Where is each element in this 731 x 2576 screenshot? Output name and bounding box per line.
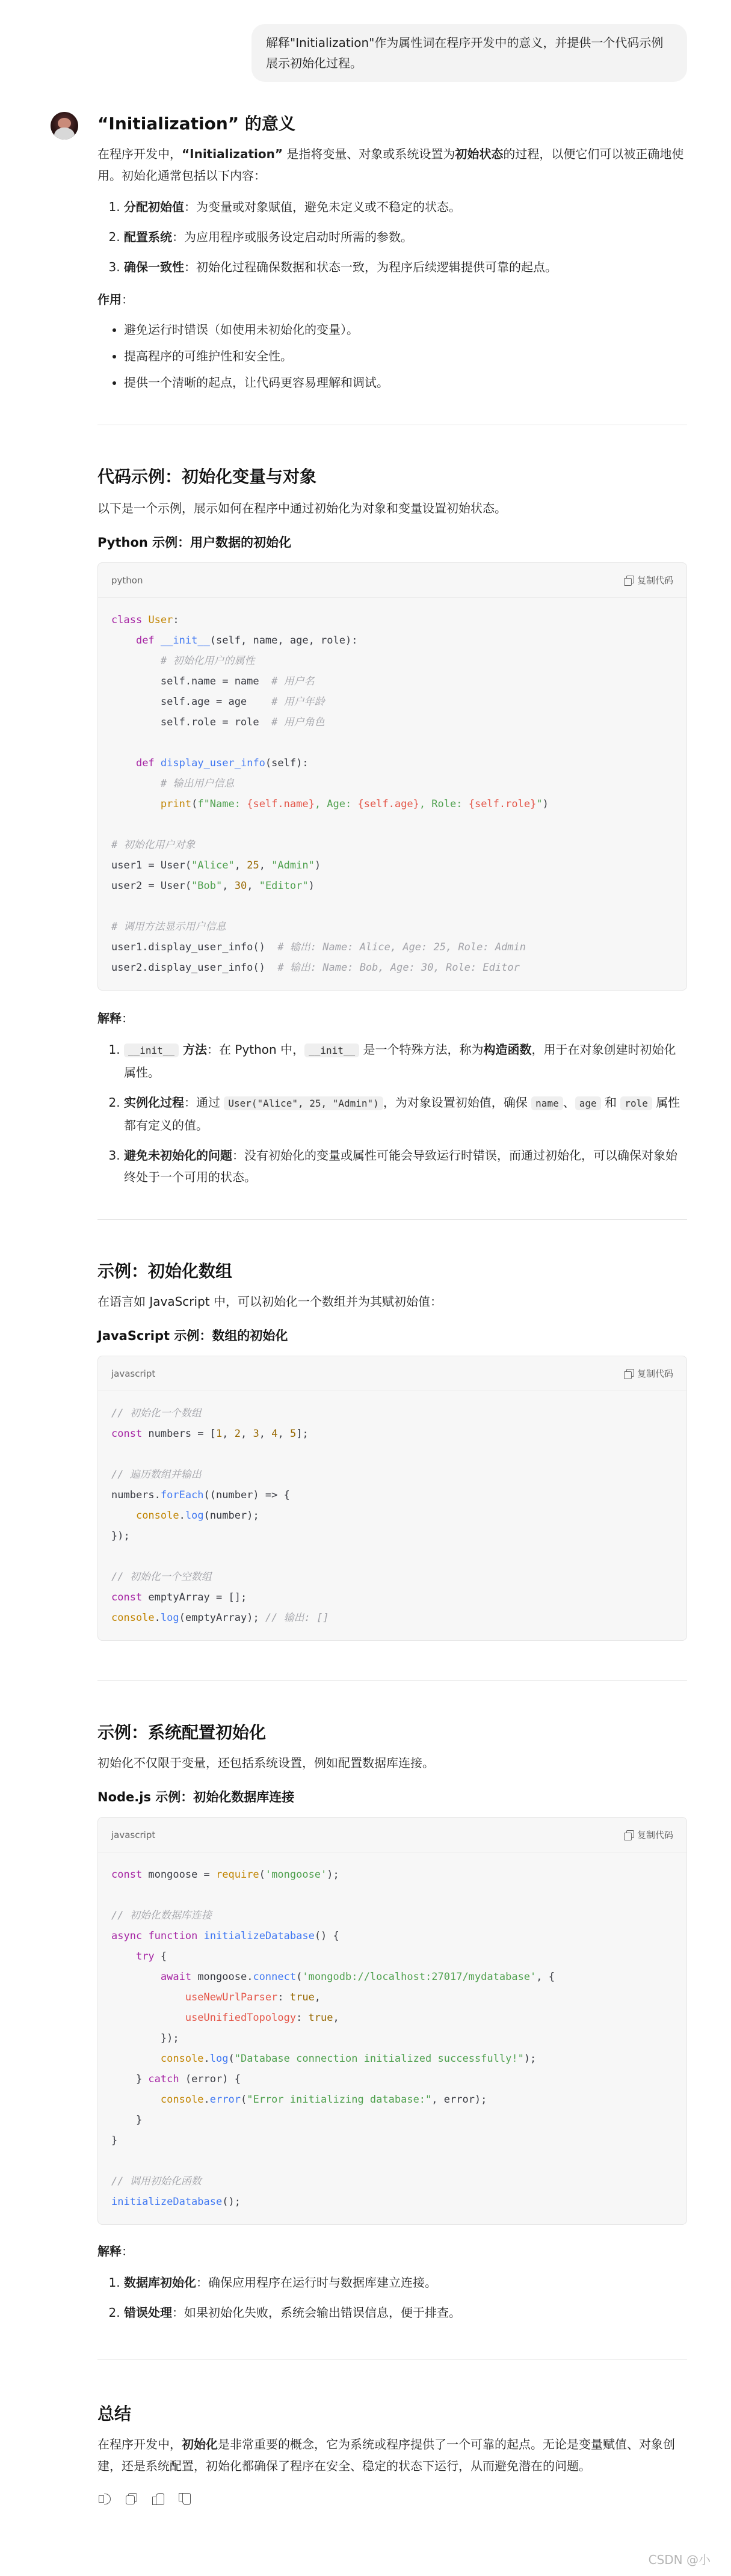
- role-list: [97, 319, 687, 393]
- js-code: // 初始化一个数组 const numbers = [1, 2, 3, 4, 5]; // 遍历数组并输出 numbers.forEach((number) => { console.log(number); }); // 初始化一个空数组 const emptyArray = []; console.log(emptyArray); // 输出: []: [111, 1407, 329, 1624]
- node-explain-list: [97, 2272, 687, 2323]
- divider: [97, 2359, 687, 2360]
- assistant-avatar: [51, 112, 78, 140]
- python-section-desc: 以下是一个示例，展示如何在程序中通过初始化为对象和变量设置初始状态。: [97, 501, 507, 515]
- copy-code-label: 复制代码: [637, 1830, 673, 1840]
- list-item: 3. 避免未初始化的问题：没有初始化的变量或属性可能会导致运行时错误，而通过初始化，可以确保对象始终处于一个可用的状态。: [124, 1145, 687, 1188]
- python-section-title: 代码示例：初始化变量与对象: [97, 467, 317, 487]
- watermark: CSDN @小: [648, 2553, 711, 2567]
- code-language: javascript: [111, 1368, 156, 1379]
- list-item: 2. 错误处理：如果初始化失败，系统会输出错误信息，便于排查。: [124, 2302, 687, 2323]
- assistant-response: [97, 112, 687, 2506]
- speaker-icon[interactable]: [97, 2491, 112, 2506]
- user-message-bubble: 解释"Initialization"作为属性词在程序开发中的意义，并提供一个代码示例展示初始化过程。: [251, 24, 687, 82]
- divider: [97, 1219, 687, 1220]
- list-item: 3. 确保一致性：初始化过程确保数据和状态一致，为程序后续逻辑提供可靠的起点。: [124, 256, 687, 278]
- node-example-label: Node.js 示例：初始化数据库连接: [97, 1790, 295, 1804]
- summary-paragraph: 在程序开发中，初始化是非常重要的概念，它为系统或程序提供了一个可靠的起点。无论是变量赋值、对象创建，还是系统配置，初始化都确保了程序在安全、稳定的状态下运行，从而避免潜在的问题。: [97, 2437, 675, 2473]
- node-section-desc: 初始化不仅限于变量，还包括系统设置，例如配置数据库连接。: [97, 1756, 434, 1770]
- copy-icon: [624, 576, 634, 585]
- thumb-up-icon[interactable]: [150, 2491, 165, 2506]
- node-section-title: 示例：系统配置初始化: [97, 1723, 267, 1742]
- python-code-block: [97, 562, 687, 991]
- js-section-title: 示例：初始化数组: [97, 1261, 233, 1281]
- thumb-down-icon[interactable]: [177, 2491, 191, 2506]
- list-item: • 避免运行时错误（如使用未初始化的变量）。: [124, 319, 687, 340]
- list-item: 2. 配置系统：为应用程序或服务设定启动时所需的参数。: [124, 226, 687, 248]
- python-explain-list: [97, 1039, 687, 1188]
- js-section-desc: 在语言如 JavaScript 中，可以初始化一个数组并为其赋初始值：: [97, 1294, 442, 1309]
- node-code: const mongoose = require('mongoose'); // 初始化数据库连接 async function initializeDatabase() { try { await mongoose.connect('mongodb://localhost:27017/mydatabase', { useNewUrlParser: true, useUnifiedTopology: true, }); console.log("Database connection initialized successfully!"); } catch (error) { console.error("Error initializing database:", error); } } // 调用初始化函数 initializeDatabase();: [111, 1869, 555, 2208]
- copy-code-label: 复制代码: [637, 1368, 673, 1379]
- role-label: 作用：: [97, 292, 134, 307]
- copy-code-button[interactable]: [624, 1367, 673, 1380]
- list-item: 2. 实例化过程：通过 User("Alice", 25, "Admin") ，为对象设置初始值，确保 name 、 age 和 role 属性都有定义的值。: [124, 1092, 687, 1136]
- list-item: • 提高程序的可维护性和安全性。: [124, 345, 687, 367]
- divider: [97, 1680, 687, 1681]
- code-language: python: [111, 574, 143, 586]
- intro-list: [97, 196, 687, 278]
- list-item: 1. 数据库初始化：确保应用程序在运行时与数据库建立连接。: [124, 2272, 687, 2293]
- code-header: [98, 563, 686, 598]
- copy-code-button[interactable]: [624, 574, 673, 586]
- python-explain-label: 解释：: [97, 1011, 134, 1025]
- node-explain-label: 解释：: [97, 2244, 134, 2258]
- copy-code-label: 复制代码: [637, 575, 673, 586]
- copy-icon[interactable]: [124, 2491, 138, 2506]
- node-code-block: [97, 1817, 687, 2225]
- code-language: javascript: [111, 1829, 156, 1840]
- copy-code-button[interactable]: [624, 1828, 673, 1841]
- copy-icon: [624, 1369, 634, 1379]
- intro-paragraph: 在程序开发中，“Initialization” 是指将变量、对象或系统设置为初始状态的过程，以便它们可以被正确地使用。初始化通常包括以下内容：: [97, 147, 684, 183]
- intro-title: “Initialization” 的意义: [97, 114, 295, 134]
- js-example-label: JavaScript 示例：数组的初始化: [97, 1329, 288, 1343]
- summary-title: 总结: [97, 2404, 132, 2424]
- python-example-label: Python 示例：用户数据的初始化: [97, 535, 292, 550]
- list-item: 1. 分配初始值：为变量或对象赋值，避免未定义或不稳定的状态。: [124, 196, 687, 218]
- js-code-block: [97, 1356, 687, 1641]
- code-header: [98, 1818, 686, 1852]
- message-actions: [97, 2491, 687, 2506]
- list-item: • 提供一个清晰的起点，让代码更容易理解和调试。: [124, 372, 687, 393]
- copy-icon: [624, 1830, 634, 1840]
- list-item: 1. __init__ 方法：在 Python 中， __init__ 是一个特殊方法，称为构造函数，用于在对象创建时初始化属性。: [124, 1039, 687, 1083]
- code-header: [98, 1356, 686, 1391]
- python-code: class User: def __init__(self, name, age, role): # 初始化用户的属性 self.name = name # 用户名 self.age = age # 用户年龄 self.role = role # 用户角色 def display_user_info(self): # 输出用户信息 print(f"Name: {self.name}, Age: {self.age}, Role: {self.role}") # 初始化用户对象 user1 = User("Alice", 25, "Admin") user2 = User("Bob", 30, "Editor") # 调用方法显示用户信息 user1.display_user_info() # 输出: Name: Alice, Age: 25, Role: Admin user2.display_user_info() # 输出: Name: Bob, Age: 30, Role: Editor: [111, 614, 549, 974]
